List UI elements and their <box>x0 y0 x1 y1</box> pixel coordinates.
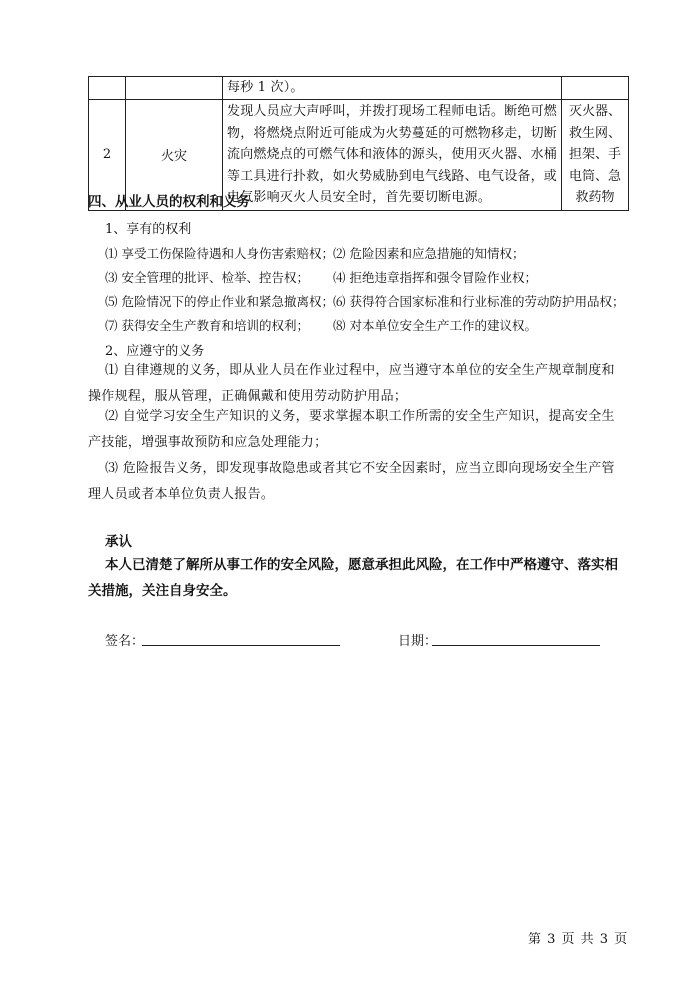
equipment-cell: 灭火器、救生网、担架、手电筒、急救药物 <box>562 100 629 211</box>
page-number: 第 3 页 共 3 页 <box>528 932 629 947</box>
risk-type-cell <box>126 77 223 100</box>
duty-item: ⑴ 自律遵规的义务，即从业人员在作业过程中，应当遵守本单位的安全生产规章制度和操作规程，服从管理，正确佩戴和使用劳动防护用品； <box>88 363 615 404</box>
signature-line[interactable] <box>142 645 340 646</box>
acknowledgement-text: 本人已清楚了解所从事工作的安全风险，愿意承担此风险，在工作中严格遵守、落实相关措施，关注自身安全。 <box>88 557 618 599</box>
risk-type-cell: 火灾 <box>126 100 223 211</box>
right-item: ⑺ 获得安全生产教育和培训的权利； <box>105 318 309 333</box>
duty-item: ⑵ 自觉学习安全生产知识的义务，要求掌握本职工作所需的安全生产知识，提高安全生产技能，增强事故预防和应急处理能力； <box>88 409 615 450</box>
duties-heading: 2、应遵守的义务 <box>105 344 205 359</box>
rights-heading: 1、享有的权利 <box>105 222 192 237</box>
right-item: ⑴ 享受工伤保险待遇和人身伤害索赔权； <box>105 246 334 261</box>
right-item: ⑹ 获得符合国家标准和行业标准的劳动防护用品权； <box>333 294 625 309</box>
duty-item: ⑶ 危险报告义务，即发现事故隐患或者其它不安全因素时，应当立即向现场安全生产管理人员或者本单位负责人报告。 <box>88 461 615 502</box>
row-number-cell: 2 <box>89 100 126 211</box>
equipment-cell <box>562 77 629 100</box>
row-number-cell <box>89 77 126 100</box>
section-title: 四、从业人员的权利和义务 <box>88 194 250 210</box>
measure-cell: 发现人员应大声呼叫，并拨打现场工程师电话。断绝可燃物，将燃烧点附近可能成为火势蔓延的可燃物移走，切断流向燃烧点的可燃气体和液体的源头，使用灭火器、水桶等工具进行扑救，如火势威胁到电气线路、电气设备，或电气影响灭火人员安全时，首先要切断电源。 <box>223 100 562 211</box>
right-item: ⑶ 安全管理的批评、检举、控告权； <box>105 270 309 285</box>
right-item: ⑷ 拒绝违章指挥和强令冒险作业权； <box>333 270 537 285</box>
right-item: ⑸ 危险情况下的停止作业和紧急撤离权； <box>105 294 334 309</box>
right-item: ⑵ 危险因素和应急措施的知情权； <box>333 246 525 261</box>
date-line[interactable] <box>432 645 600 646</box>
measure-cell: 每秒 1 次）。 <box>223 77 562 100</box>
right-item: ⑻ 对本单位安全生产工作的建议权。 <box>333 318 537 333</box>
table-row <box>89 77 629 100</box>
acknowledgement-title: 承认 <box>105 534 132 550</box>
date-label: 日期： <box>398 634 438 649</box>
signature-label: 签名： <box>105 634 145 649</box>
